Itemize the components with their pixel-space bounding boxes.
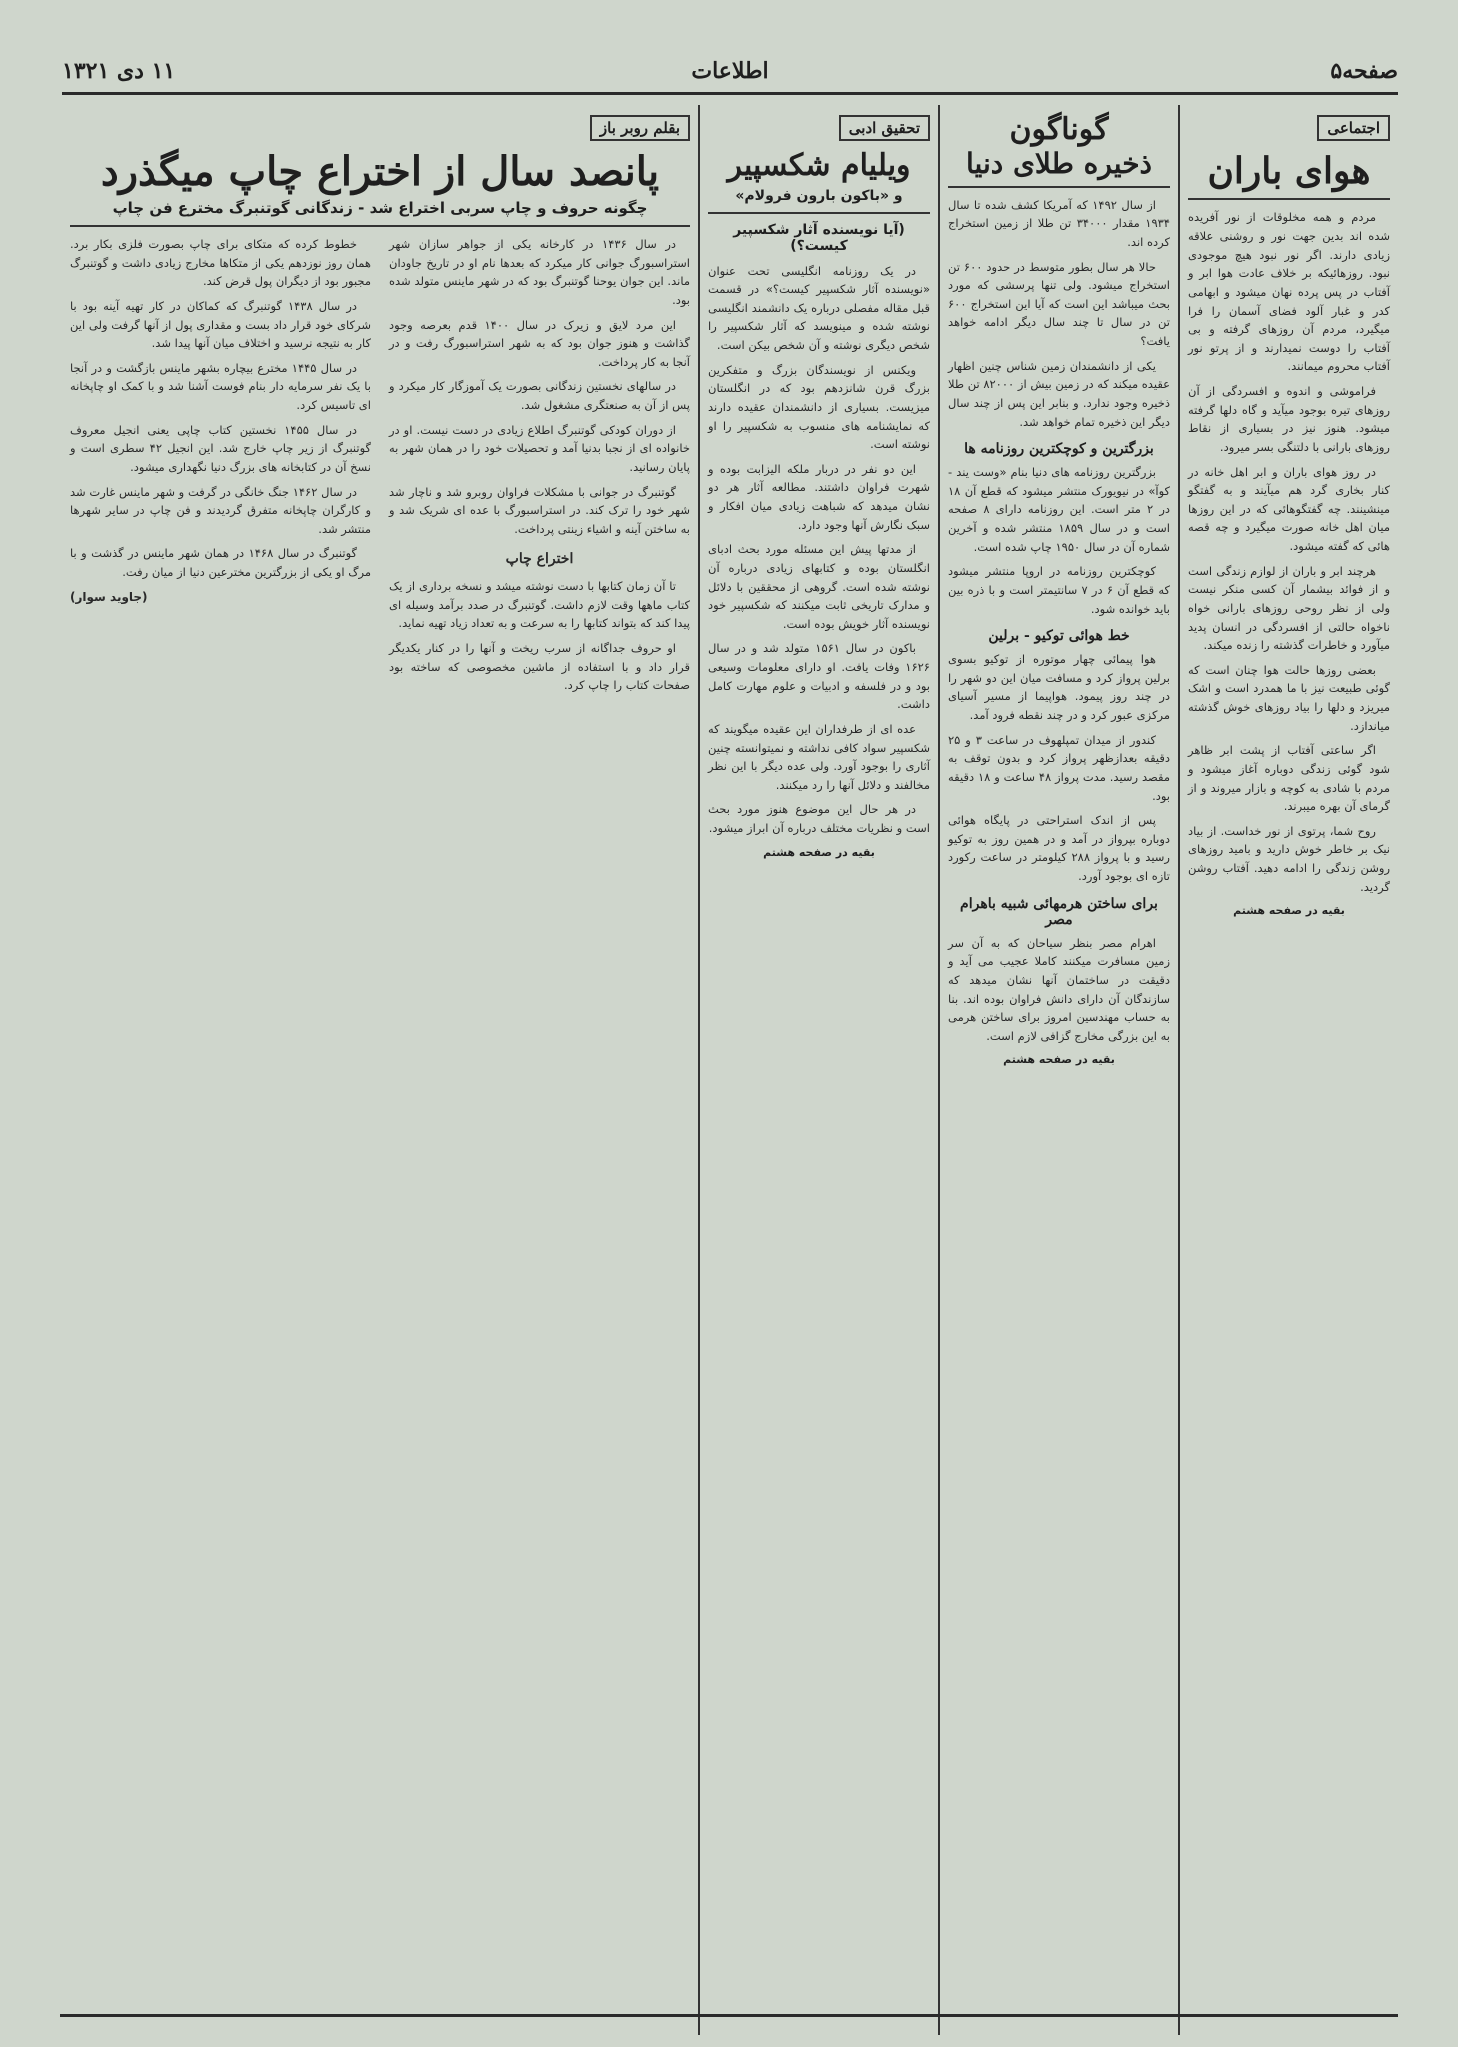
article-title: ذخیره طلای دنیا: [966, 146, 1152, 180]
article-body: [948, 650, 1170, 886]
divider: [1188, 198, 1390, 200]
paragraph: در سال ۱۴۶۲ جنگ خانگی در گرفت و شهر ماینس غارت شد و کارگران چاپخانه متفرق گردیدند و فن چاپ در سایر شهرها منتشر شد.: [70, 484, 371, 536]
article-columns: [62, 105, 1398, 2035]
section-kicker: اجتماعی: [1317, 115, 1390, 141]
article-question: (آیا نویسنده آثار شکسپیر کیست؟): [733, 221, 905, 254]
continued-note: بقیه در صفحه هشتم: [1233, 904, 1345, 918]
paragraph: از دوران کودکی گوتنبرگ اطلاع زیادی در دست نیست. او در خانواده ای از نجبا بدنیا آمد و تحصیلات خود را در همان شهر به پایان رسانید.: [389, 422, 690, 474]
subcolumn-right: [389, 235, 690, 701]
continued-note: بقیه در صفحه هشتم: [763, 845, 875, 859]
subsection-heading: خط هوائی توکیو - برلین: [988, 628, 1130, 645]
column-literary: [698, 105, 938, 2035]
paragraph: گوتنبرگ در جوانی با مشکلات فراوان روبرو شد و ناچار شد شهر خود را ترک کند. در استراسبورگ با عده ای شریک شد و به ساختن آینه و اشیاء زینتی پرداخت.: [389, 484, 690, 536]
paragraph: در یک روزنامه انگلیسی تحت عنوان «نویسنده آثار شکسپیر کیست؟» در قسمت قبل مقاله مفصلی درباره یک دانشمند انگلیسی نوشته شده و مینویسد که آثار شکسپیر را شخص دیگری نوشته و آن شخص بیکن است.: [708, 263, 930, 352]
paragraph: کوچکترین روزنامه در اروپا منتشر میشود که قطع آن ۶ در ۷ سانتیمتر است و با ذره بین باید خوانده شود.: [948, 564, 1170, 616]
masthead: [62, 52, 1398, 95]
paragraph: در سال ۱۴۴۵ مخترع بیچاره بشهر ماینس بازگشت و در آنجا با یک نفر سرمایه دار بنام فوست آشنا شد و با کمک او چاپخانه ای تاسیس کرد.: [70, 360, 371, 412]
subsection-heading: برای ساختن هرمهائی شبیه باهرام مصر: [960, 895, 1158, 928]
paragraph: عده ای از طرفداران این عقیده میگویند که شکسپیر سواد کافی نداشته و نمیتوانسته چنین آثاری را بوجود آورد. ولی عده دیگر با این نظر مخالفند و دلائل آنها را رد میکنند.: [708, 721, 930, 792]
paragraph: بعضی روزها حالت هوا چنان است که گوئی طبیعت نیز با ما همدرد است و اشک میریزد و دلها را بیاد روزهای خوش گذشته میاندازد.: [1188, 662, 1390, 733]
paragraph: این دو نفر در دربار ملکه الیزابت بوده و شهرت فراوان داشتند. مطالعه آثار هر دو نشان میدهد که شباهت زیادی میان افکار و سبک نگارش آنها وجود دارد.: [708, 461, 930, 532]
section-kicker: تحقیق ادبی: [839, 115, 930, 141]
subcolumn-left: [70, 235, 371, 701]
divider: [70, 225, 690, 227]
article-title: پانصد سال از اختراع چاپ میگذرد: [100, 148, 660, 195]
paragraph: تا آن زمان کتابها با دست نوشته میشد و نسخه برداری از یک کتاب ماهها وقت لازم داشت. گوتنبرگ در صدد برآمد وسیله ای پیدا کند که بتواند کتابها را به سرعت و به تعداد زیاد تهیه نماید.: [389, 579, 690, 631]
article-subtitle: چگونه حروف و چاپ سربی اختراع شد - زندگانی گوتنبرگ مخترع فن چاپ: [112, 199, 648, 217]
paragraph: از سال ۱۴۹۲ که آمریکا کشف شده تا سال ۱۹۳۴ مقدار ۳۴۰۰۰ تن طلا از زمین استخراج کرده اند.: [948, 197, 1170, 249]
paragraph: پس از اندک استراحتی در پایگاه هوائی دوباره بپرواز در آمد و در همین روز به توکیو رسید و با پرواز ۲۸۸ کیلومتر در ساعت رکورد تازه ای بوجود آورد.: [948, 813, 1170, 884]
page-number: صفحه۵: [1330, 58, 1398, 84]
column-miscellany: [938, 105, 1178, 2035]
bottom-rule: [60, 2014, 1398, 2017]
paragraph: بزرگترین روزنامه های دنیا بنام «وست یند - کوآ» در نیویورک منتشر میشود که قطع آن ۱۸ در ۲ متر است. این روزنامه دارای ۸ صفحه است و در سال ۱۸۵۹ منتشر شده و آخرین شماره آن در سال ۱۹۵۰ چاپ شده است.: [948, 465, 1170, 554]
paragraph: حالا هر سال بطور متوسط در حدود ۶۰۰ تن استخراج میشود. ولی تنها پرسشی که مورد بحث میباشد این است که آیا این استخراج ۶۰۰ تن در سال تا چند سال دیگر ادامه خواهد یافت؟: [948, 259, 1170, 349]
paragraph: هوا پیمائی چهار موتوره از توکیو بسوی برلین پرواز کرد و مسافت میان این دو شهر را در چند روز پیمود. هواپیما از مسیر آسیای مرکزی عبور کرد و در چند نقطه فرود آمد.: [948, 652, 1170, 723]
paragraph: این مرد لایق و زیرک در سال ۱۴۰۰ قدم بعرصه وجود گذاشت و هنوز جوان بود که به شهر استراسبورگ رفت و در آنجا به کار پرداخت.: [389, 317, 690, 369]
divider: [948, 186, 1170, 188]
article-subtitle: و «باکون بارون فرولام»: [735, 187, 903, 204]
subsection-heading: اختراع چاپ: [505, 551, 574, 568]
paragraph: در هر حال این موضوع هنوز مورد بحث است و نظریات مختلف درباره آن ابراز میشود.: [708, 802, 930, 835]
paragraph: یکی از دانشمندان زمین شناس چنین اظهار عقیده میکند که در زمین بیش از ۸۲۰۰۰ تن طلا ذخیره وجود ندارد. و بنابر این پس از چند سال دیگر این ذخیره تمام خواهد شد.: [948, 358, 1170, 429]
paragraph: ویکنس از نویسندگان بزرگ و متفکرین بزرگ قرن شانزدهم بود که در انگلستان میزیست. بسیاری از دانشمندان عقیده دارند که نمایشنامه های منسوب به شکسپیر را او نوشته است.: [708, 362, 930, 452]
paragraph: اگر ساعتی آفتاب از پشت ابر ظاهر شود گوئی زندگی دوباره آغاز میشود و مردم با شادی به کوچه و بازار میروند و از گرمای آن بهره میبرند.: [1188, 743, 1390, 814]
signature: (جاوید سوار): [70, 589, 148, 604]
paragraph: مردم و همه مخلوقات از نور آفریده شده اند بدین جهت نور و روشنی علاقه زیادی دارند. اگر نور نبود هیچ موجودی نبود. روزهائیکه بر خلاف عادت هوا ابر و آفتاب در پس پرده نهان میشود و ابهامی کدر و غبار آلود فضای آسمان را فرا میگیرد، مردم آن روزهای گرفته و بی آفتاب را دوست نمیدارند و از پرتو نور آفتاب محروم میمانند.: [1188, 210, 1390, 374]
byline: بقلم روبر باز: [590, 115, 690, 141]
article-subcolumns: [70, 235, 690, 701]
paragraph: کندور از میدان تمپلهوف در ساعت ۳ و ۲۵ دقیقه بعدازظهر پرواز کرد و بدون توقف به مقصد رسید. مدت پرواز ۴۸ ساعت و ۱۸ دقیقه بود.: [948, 732, 1170, 803]
paragraph: در سال ۱۴۵۵ نخستین کتاب چاپی یعنی انجیل معروف گوتنبرگ از زیر چاپ خارج شد. این انجیل ۴۲ سطری است و نسخ آن در کتابخانه های بزرگ دنیا نگهداری میشود.: [70, 422, 371, 474]
paragraph: اهرام مصر بنظر سیاحان که به آن سر زمین مسافرت میکنند کاملا عجیب می آید و دقیقت در ساختمان آنها نشان میدهد که سازندگان آن دارای دانش فراوان بوده اند. بنا به حساب مهندسین امروز برای ساختن هرمی به این بزرگی مخارج گزافی لازم است.: [948, 935, 1170, 1043]
paragraph: او حروف جداگانه از سرب ریخت و آنها را در کنار یکدیگر قرار داد و با استفاده از ماشین مخصوصی که ساخته بود صفحات کتاب را چاپ کرد.: [389, 640, 690, 693]
divider: [708, 212, 930, 214]
article-body: [1188, 208, 1390, 896]
paragraph: در سال ۱۴۳۸ گوتنبرگ که کماکان در کار تهیه آینه بود با شرکای خود قرار داد بست و مقداری پول از آنها گرفت ولی این کار به نتیجه نرسید و اختلاف میان آنها پیدا شد.: [70, 298, 371, 351]
paragraph: گوتنبرگ در سال ۱۴۶۸ در همان شهر ماینس در گذشت و با مرگ او یکی از بزرگترین مخترعین دنیا از میان رفت.: [70, 546, 371, 579]
article-body: [948, 463, 1170, 618]
paragraph: فراموشی و اندوه و افسردگی از آن روزهای تیره بوجود میآید و گاه دلها گرفته میشود. هنوز نیز در بسیاری از نقاط روزهای بارانی با دلتنگی بسر میرود.: [1188, 384, 1390, 454]
article-body: [948, 196, 1170, 432]
paragraph: در سالهای نخستین زندگانی بصورت یک آموزگار کار میکرد و پس از آن به صنعتگری مشغول شد.: [389, 379, 690, 412]
issue-date: ۱۱ دی ۱۳۲۱: [62, 58, 176, 84]
paragraph: هرچند ابر و باران از لوازم زندگی است و از فوائد بیشمار آن کسی منکر نیست ولی از نظر روحی روزهای بارانی خواه ناخواه حالتی از افسردگی در انسان پدید میآورد و خاطرات گذشته را زنده میکند.: [1188, 563, 1390, 653]
column-printing: [62, 105, 698, 2035]
continued-note: بقیه در صفحه هشتم: [1003, 1053, 1115, 1067]
subsection-heading: بزرگترین و کوچکترین روزنامه ها: [964, 441, 1154, 458]
article-body: [708, 262, 930, 838]
section-title: گوناگون: [1009, 112, 1109, 147]
newspaper-name: اطلاعات: [691, 58, 769, 84]
article-title: هوای باران: [1207, 150, 1371, 192]
column-social: [1178, 105, 1398, 2035]
article-body: [948, 934, 1170, 1046]
paragraph: باکون در سال ۱۵۶۱ متولد شد و در سال ۱۶۲۶ وفات یافت. او دارای معلومات وسیعی بود و در فلسفه و ادبیات و علوم مهارت کامل داشت.: [708, 641, 930, 712]
article-title: ویلیام شکسپیر: [727, 148, 911, 183]
paragraph: در روز هوای باران و ابر اهل خانه در کنار بخاری گرد هم میآیند و به گفتگو مینشینند. چه گفتگوهائی که در این روزها میان اهل خانه صورت میگیرد و چه قصه هائی که گفته میشود.: [1188, 464, 1390, 554]
paragraph: روح شما، پرتوی از نور خداست. از بیاد نیک بر خاطر خوش دارید و بامید روزهای روشن زندگی را ادامه دهید. آفتاب روشن گردید.: [1188, 823, 1390, 894]
paragraph: در سال ۱۴۳۶ در کارخانه یکی از جواهر سازان شهر استراسبورگ جوانی کار میکرد که بعدها نام او در تاریخ جاودان ماند. این جوان یوحنا گوتنبرگ بود که در شهر ماینس متولد شده بود.: [389, 237, 690, 307]
paragraph: از مدتها پیش این مسئله مورد بحث ادبای انگلستان بوده و کتابهای زیادی درباره آن نوشته شده است. گروهی از محققین با دلائل و مدارک تاریخی ثابت میکنند که شکسپیر خود نویسنده آثار خویش بوده است.: [708, 542, 930, 631]
paragraph: خطوط کرده که متکای برای چاپ بصورت فلزی بکار برد. همان روز نوزدهم یکی از متکاها مخارج زیادی داشت و گوتنبرگ مجبور بود از دیگران پول قرض کند.: [70, 237, 371, 289]
